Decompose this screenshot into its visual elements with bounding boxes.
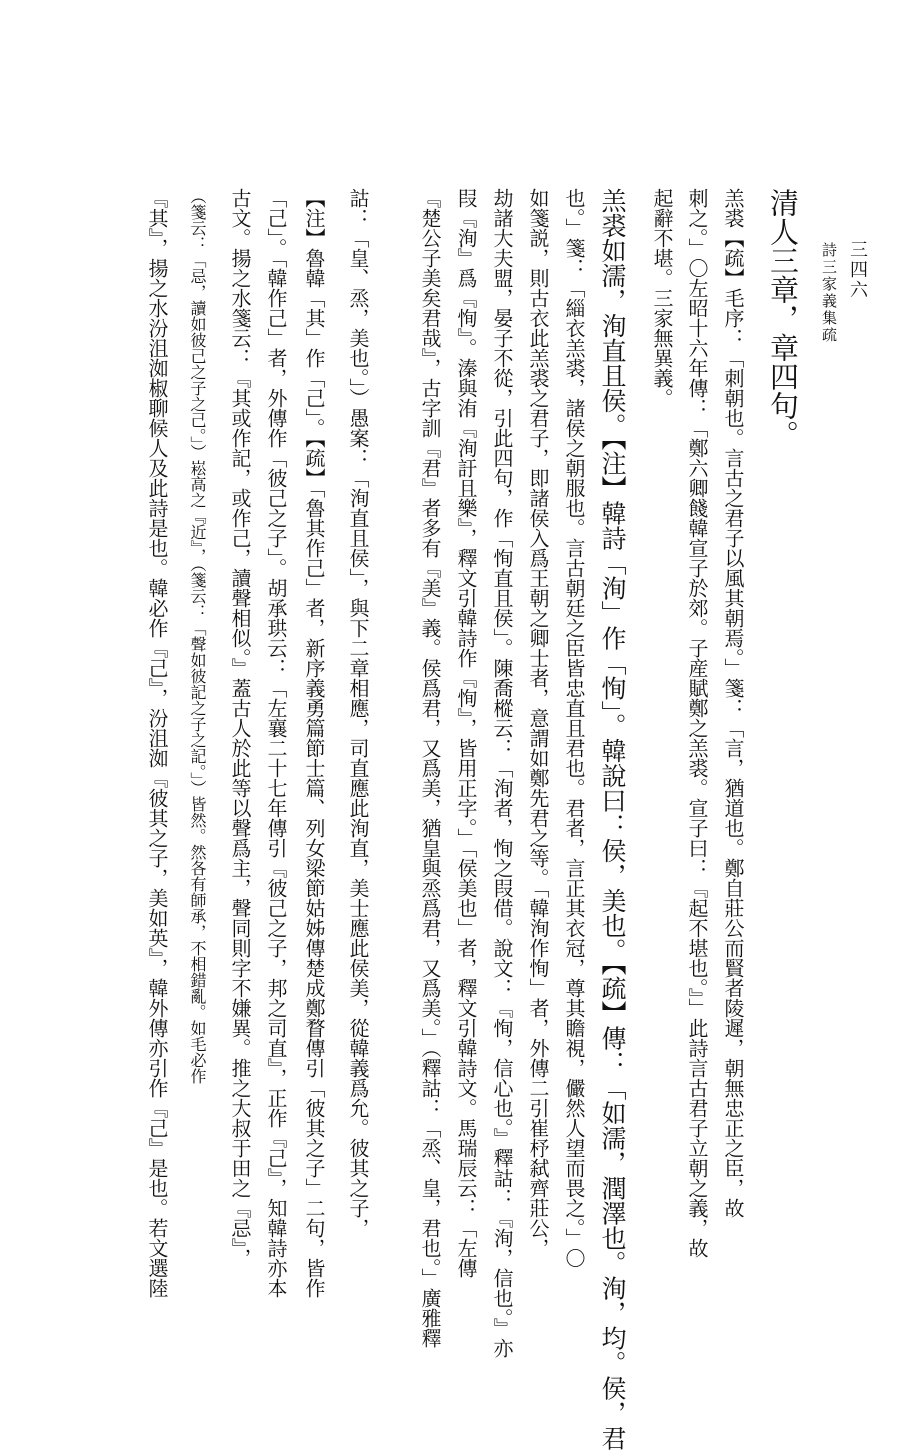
- text-column: 羔裘如濡，洵直且侯。【注】韓詩「洵」作「恂」。韓說曰：侯，美也。【疏】傳：「如濡，潤澤也。洵，均。侯，君: [598, 188, 627, 1451]
- text-column: 劫諸大夫盟，晏子不從，引此四句，作「恂直且侯」。陳喬樅云：「洵者，恂之叚借。說文：『恂，信心也。』釋詁：『洵，信也。』亦: [490, 188, 514, 1358]
- text-column: （箋云：「忌，讀如彼己之子之己。」）崧高之『近』，（箋云：「聲如彼記之子之記。」）皆然。然各有師承，不相錯亂。如毛必作: [188, 188, 207, 1084]
- text-column: 如箋説，則古衣此羔裘之君子，即諸侯入爲王朝之卿士者，意謂如鄭先君之等。「韓洵作恂」者，外傳二引崔杼弑齊莊公，: [526, 188, 550, 1258]
- text-column: 叚『洵』爲『恂』。溱與洧『洵訏且樂』，釋文引韓詩作『恂』，皆用正字。」「侯美也」者，釋文引韓詩文。馬瑞辰云：「左傳: [454, 188, 478, 1278]
- text-column: 羔裘【疏】毛序：「刺朝也。言古之君子以風其朝焉。」箋：「言，猶道也。鄭自莊公而賢者陵遲，朝無忠正之臣，故: [721, 188, 745, 1218]
- text-column: 【注】魯韓「其」作「己」。【疏】「魯其作己」者，新序義勇篇節士篇、列女梁節姑姊傳楚成鄭瞀傳引「彼其之子」二句，皆作: [302, 188, 326, 1298]
- text-column: 古文。揚之水箋云：『其或作記，或作己，讀聲相似。』蓋古人於此等以聲爲主，聲同則字不嫌異。推之大叔于田之『忌』，: [228, 188, 252, 1268]
- text-column: 「己」。「韓作己」者，外傳作「彼己之子」。胡承珙云：「左襄二十七年傳引『彼己之子，邦之司直』，正作『己』，知韓詩亦本: [264, 188, 288, 1298]
- text-column: 『其』，揚之水汾沮洳椒聊候人及此詩是也。韓必作『己』，汾沮洳『彼其之子，美如英』，韓外傳亦引作『己』是也。若文選陸: [145, 188, 169, 1298]
- book-title: 詩三家義集疏: [820, 242, 838, 344]
- text-column: 起辭不堪。三家無異義。: [650, 188, 674, 408]
- text-column: 清人三章，章四句。: [766, 188, 800, 449]
- page-number: 三四六: [847, 240, 868, 300]
- text-column: 也。」箋：「緇衣羔裘，諸侯之朝服也。言古朝廷之臣皆忠直且君也。君者，言正其衣冠，尊其瞻視，儼然人望而畏之。」〇: [562, 188, 586, 1268]
- text-column: 『楚公子美矣君哉』，古字訓『君』者多有『美』義。侯爲君，又爲美，猶皇與烝爲君，又爲美。」（釋詁：「烝、皇，君也。」廣雅釋: [418, 188, 442, 1348]
- text-column: 刺之。」〇左昭十六年傳：「鄭六卿餞韓宣子於郊。子産賦鄭之羔裘。宣子曰：『起不堪也。』」此詩言古君子立朝之義，故: [685, 188, 709, 1258]
- text-column: 詁：「皇、烝，美也。」）愚案：「洵直且侯」，與下二章相應，司直應此洵直，美士應此侯美，從韓義爲允。彼其之子，: [346, 188, 370, 1238]
